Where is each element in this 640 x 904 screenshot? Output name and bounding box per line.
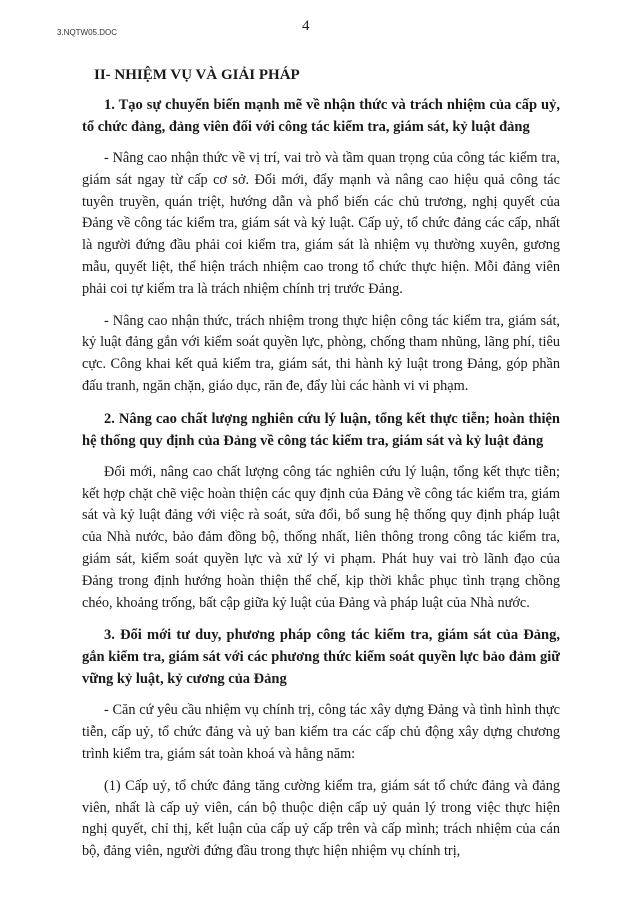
item-3-paragraph-1: - Căn cứ yêu cầu nhiệm vụ chính trị, công tác xây dựng Đảng và tình hình thực tiễn, cấp uỷ, tổ chức đảng và uỷ ban kiểm tra các cấp chủ động xây dựng chương trình kiểm tra, giám sát toàn khoá và hằng năm: <box>82 702 560 762</box>
item-1-paragraph-1: - Nâng cao nhận thức về vị trí, vai trò và tầm quan trọng của công tác kiểm tra, giám sát ngay từ cấp cơ sở. Đổi mới, đẩy mạnh và nâng cao hiệu quả công tác tuyên truyền, quán triệt, hướng dẫn và phổ biến các chủ trương, nghị quyết của Đảng về công tác kiểm tra, giám sát và kỷ luật. Cấp uỷ, tổ chức đảng các cấp, nhất là người đứng đầu phải coi kiểm tra, giám sát là nhiệm vụ thường xuyên, gương mẫu, quyết liệt, thể hiện trách nhiệm cao trong tổ chức thực hiện. Mỗi đảng viên phải coi tự kiểm tra là trách nhiệm chính trị trước Đảng. <box>82 150 560 297</box>
section-heading: II- NHIỆM VỤ VÀ GIẢI PHÁP <box>94 67 300 83</box>
page-number: 4 <box>302 18 310 34</box>
item-2-paragraph-1: Đổi mới, nâng cao chất lượng công tác nghiên cứu lý luận, tổng kết thực tiễn; kết hợp chặt chẽ việc hoàn thiện các quy định của Đảng về công tác kiểm tra, giám sát và kỷ luật đảng với việc rà soát, sửa đổi, bổ sung hệ thống quy định pháp luật của Nhà nước, bảo đảm đồng bộ, thống nhất, liên thông trong công tác kiểm tra, giám sát, kiểm soát quyền lực và xử lý vi phạm. Phát huy vai trò lãnh đạo của Đảng trong định hướng hoàn thiện thể chế, kịp thời khắc phục tình trạng chồng chéo, khoảng trống, bất cập giữa kỷ luật của Đảng và pháp luật của Nhà nước. <box>82 463 560 611</box>
item-3-heading: 3. Đổi mới tư duy, phương pháp công tác kiểm tra, giám sát của Đảng, gắn kiểm tra, giám sát với các phương thức kiểm soát quyền lực bảo đảm giữ vững kỷ luật, kỷ cương của Đảng <box>82 627 560 688</box>
item-1-heading: 1. Tạo sự chuyển biến mạnh mẽ về nhận thức và trách nhiệm của cấp uỷ, tổ chức đảng, đảng viên đối với công tác kiểm tra, giám sát, kỷ luật đảng <box>82 97 560 135</box>
item-3-paragraph-2: (1) Cấp uỷ, tổ chức đảng tăng cường kiểm tra, giám sát tổ chức đảng và đảng viên, nhất là cấp uỷ viên, cán bộ thuộc diện cấp uỷ quản lý trong việc thực hiện nghị quyết, chỉ thị, kết luận của cấp uỷ cấp trên và cấp mình; trách nhiệm của cán bộ, đảng viên, người đứng đầu trong thực hiện nhiệm vụ chính trị, <box>82 777 560 860</box>
item-1-paragraph-2: - Nâng cao nhận thức, trách nhiệm trong thực hiện công tác kiểm tra, giám sát, kỷ luật đảng gắn với kiểm soát quyền lực, phòng, chống tham nhũng, lãng phí, tiêu cực. Công khai kết quả kiểm tra, giám sát, thi hành kỷ luật trong Đảng, góp phần đấu tranh, ngăn chặn, giáo dục, răn đe, đẩy lùi các hành vi vi phạm. <box>82 312 560 394</box>
document-body <box>82 64 560 873</box>
item-2-heading: 2. Nâng cao chất lượng nghiên cứu lý luận, tổng kết thực tiễn; hoàn thiện hệ thống quy định của Đảng về công tác kiểm tra, giám sát và kỷ luật đảng <box>82 410 560 449</box>
file-name: 3.NQTW05.DOC <box>57 28 118 37</box>
